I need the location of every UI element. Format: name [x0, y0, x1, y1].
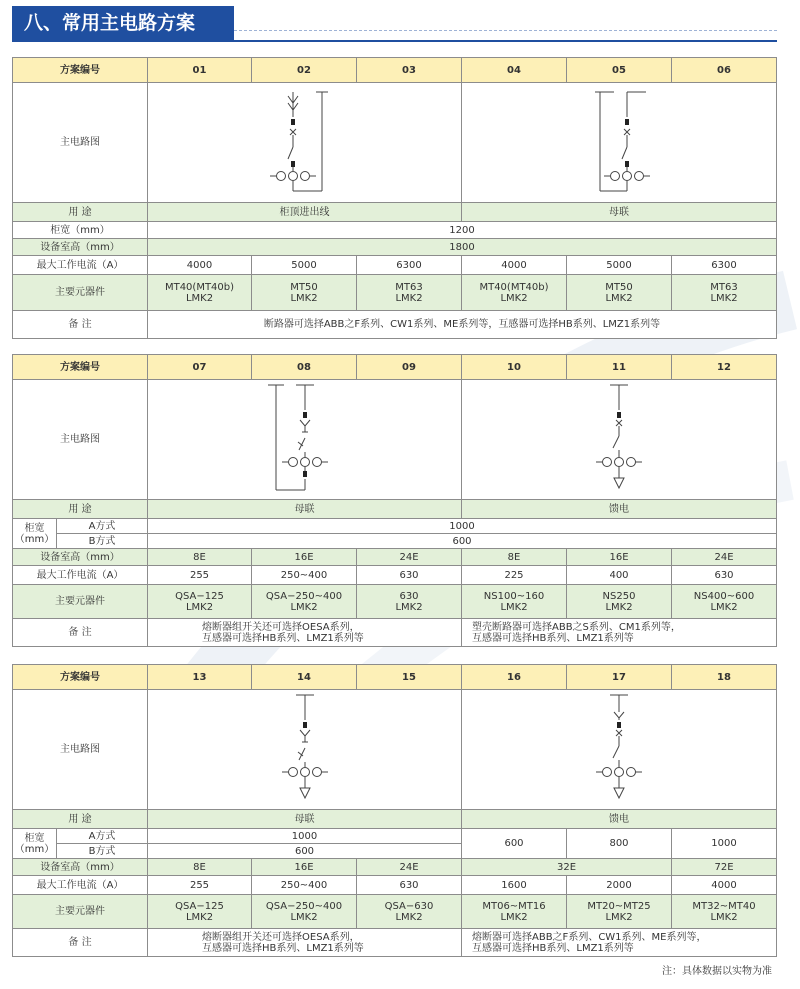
height-value: 72E	[672, 859, 777, 876]
circuit-diagram-left	[148, 690, 462, 810]
scheme-no-label: 方案编号	[13, 355, 148, 380]
main-circuit-label: 主电路图	[13, 83, 148, 203]
current-value: 630	[357, 876, 462, 895]
circuit-diagram-svg	[148, 380, 462, 500]
cabinet-width-value: 1200	[148, 222, 777, 239]
max-current-label: 最大工作电流（A）	[13, 876, 148, 895]
mode-a-label: A方式	[57, 519, 148, 534]
cabinet-width-value: 800	[567, 829, 672, 859]
height-value: 16E	[567, 549, 672, 566]
height-value: 24E	[357, 549, 462, 566]
height-value: 8E	[148, 549, 252, 566]
circuit-diagram-right	[462, 83, 777, 203]
cabinet-width-b-value: 600	[148, 844, 462, 859]
usage-value: 柜顶进出线	[148, 203, 462, 222]
height-value: 32E	[462, 859, 672, 876]
page-title: 八、常用主电路方案	[12, 6, 234, 40]
scheme-id: 04	[462, 58, 567, 83]
height-value: 16E	[252, 859, 357, 876]
current-value: 4000	[672, 876, 777, 895]
cabinet-width-label: 柜宽 （mm）	[13, 829, 57, 859]
scheme-id: 08	[252, 355, 357, 380]
component-value: QSA−125 LMK2	[148, 895, 252, 929]
components-label: 主要元器件	[13, 275, 148, 311]
title-dashed-line	[234, 30, 777, 31]
current-value: 5000	[252, 256, 357, 275]
room-height-label: 设备室高（mm）	[13, 859, 148, 876]
main-circuit-label: 主电路图	[13, 380, 148, 500]
current-value: 4000	[148, 256, 252, 275]
current-value: 250~400	[252, 876, 357, 895]
circuit-diagram-svg	[462, 380, 776, 500]
scheme-id: 11	[567, 355, 672, 380]
room-height-label: 设备室高（mm）	[13, 239, 148, 256]
cabinet-width-value: 600	[462, 829, 567, 859]
remark-value: 熔断器组开关还可选择OESA系列， 互感器可选择HB系列、LMZ1系列等	[148, 929, 462, 957]
usage-label: 用 途	[13, 500, 148, 519]
current-value: 255	[148, 876, 252, 895]
component-value: MT20~MT25 LMK2	[567, 895, 672, 929]
cabinet-width-value: 1000	[672, 829, 777, 859]
cabinet-width-a-value: 1000	[148, 519, 777, 534]
circuit-diagram-svg	[462, 690, 776, 810]
scheme-table-3	[12, 664, 777, 957]
scheme-table-1	[12, 57, 777, 339]
remark-value: 断路器可选择ABB之F系列、CW1系列、ME系列等，互感器可选择HB系列、LMZ1系列等	[148, 311, 777, 339]
current-value: 2000	[567, 876, 672, 895]
remark-value: 熔断器可选择ABB之F系列、CW1系列、ME系列等， 互感器可选择HB系列、LMZ1系列等	[462, 929, 777, 957]
current-value: 6300	[357, 256, 462, 275]
cabinet-width-label: 柜宽（mm）	[13, 222, 148, 239]
remark-value: 塑壳断路器可选择ABB之S系列、CM1系列等， 互感器可选择HB系列、LMZ1系列等	[462, 619, 777, 647]
current-value: 4000	[462, 256, 567, 275]
circuit-diagram-right	[462, 690, 777, 810]
components-label: 主要元器件	[13, 895, 148, 929]
height-value: 24E	[357, 859, 462, 876]
circuit-diagram-right	[462, 380, 777, 500]
mode-b-label: B方式	[57, 534, 148, 549]
mode-b-label: B方式	[57, 844, 148, 859]
scheme-id: 14	[252, 665, 357, 690]
component-value: NS250 LMK2	[567, 585, 672, 619]
component-value: MT32~MT40 LMK2	[672, 895, 777, 929]
scheme-id: 17	[567, 665, 672, 690]
scheme-no-label: 方案编号	[13, 665, 148, 690]
circuit-diagram-left	[148, 380, 462, 500]
component-value: QSA−125 LMK2	[148, 585, 252, 619]
scheme-id: 16	[462, 665, 567, 690]
scheme-id: 12	[672, 355, 777, 380]
room-height-label: 设备室高（mm）	[13, 549, 148, 566]
remarks-label: 备 注	[13, 929, 148, 957]
cabinet-width-label: 柜宽 （mm）	[13, 519, 57, 549]
title-underline	[12, 40, 777, 42]
cabinet-width-a-value: 1000	[148, 829, 462, 844]
height-value: 16E	[252, 549, 357, 566]
usage-value: 母联	[148, 500, 462, 519]
mode-a-label: A方式	[57, 829, 148, 844]
current-value: 5000	[567, 256, 672, 275]
component-value: MT40(MT40b) LMK2	[462, 275, 567, 311]
footnote: 注：具体数据以实物为准	[662, 966, 772, 977]
component-value: MT63 LMK2	[672, 275, 777, 311]
current-value: 255	[148, 566, 252, 585]
component-value: QSA−630 LMK2	[357, 895, 462, 929]
height-value: 8E	[462, 549, 567, 566]
current-value: 250~400	[252, 566, 357, 585]
max-current-label: 最大工作电流（A）	[13, 566, 148, 585]
current-value: 6300	[672, 256, 777, 275]
component-value: MT50 LMK2	[252, 275, 357, 311]
current-value: 630	[672, 566, 777, 585]
scheme-id: 05	[567, 58, 672, 83]
component-value: QSA−250~400 LMK2	[252, 895, 357, 929]
component-value: NS100~160 LMK2	[462, 585, 567, 619]
usage-value: 馈电	[462, 500, 777, 519]
circuit-diagram-svg	[148, 83, 462, 203]
usage-value: 母联	[462, 203, 777, 222]
circuit-diagram-svg	[462, 83, 776, 203]
cabinet-width-b-value: 600	[148, 534, 777, 549]
room-height-value: 1800	[148, 239, 777, 256]
scheme-id: 13	[148, 665, 252, 690]
component-value: MT50 LMK2	[567, 275, 672, 311]
remarks-label: 备 注	[13, 311, 148, 339]
components-label: 主要元器件	[13, 585, 148, 619]
scheme-id: 09	[357, 355, 462, 380]
current-value: 630	[357, 566, 462, 585]
height-value: 24E	[672, 549, 777, 566]
scheme-no-label: 方案编号	[13, 58, 148, 83]
height-value: 8E	[148, 859, 252, 876]
current-value: 1600	[462, 876, 567, 895]
component-value: MT40(MT40b) LMK2	[148, 275, 252, 311]
component-value: NS400~600 LMK2	[672, 585, 777, 619]
usage-value: 母联	[148, 810, 462, 829]
circuit-diagram-svg	[148, 690, 462, 810]
current-value: 225	[462, 566, 567, 585]
usage-value: 馈电	[462, 810, 777, 829]
component-value: QSA−250~400 LMK2	[252, 585, 357, 619]
usage-label: 用 途	[13, 203, 148, 222]
main-circuit-label: 主电路图	[13, 690, 148, 810]
scheme-id: 03	[357, 58, 462, 83]
remarks-label: 备 注	[13, 619, 148, 647]
scheme-id: 15	[357, 665, 462, 690]
scheme-id: 01	[148, 58, 252, 83]
circuit-diagram-left	[148, 83, 462, 203]
scheme-id: 06	[672, 58, 777, 83]
max-current-label: 最大工作电流（A）	[13, 256, 148, 275]
current-value: 400	[567, 566, 672, 585]
scheme-id: 07	[148, 355, 252, 380]
scheme-table-2	[12, 354, 777, 647]
usage-label: 用 途	[13, 810, 148, 829]
component-value: 630 LMK2	[357, 585, 462, 619]
scheme-id: 10	[462, 355, 567, 380]
scheme-id: 02	[252, 58, 357, 83]
scheme-id: 18	[672, 665, 777, 690]
component-value: MT63 LMK2	[357, 275, 462, 311]
remark-value: 熔断器组开关还可选择OESA系列， 互感器可选择HB系列、LMZ1系列等	[148, 619, 462, 647]
component-value: MT06~MT16 LMK2	[462, 895, 567, 929]
